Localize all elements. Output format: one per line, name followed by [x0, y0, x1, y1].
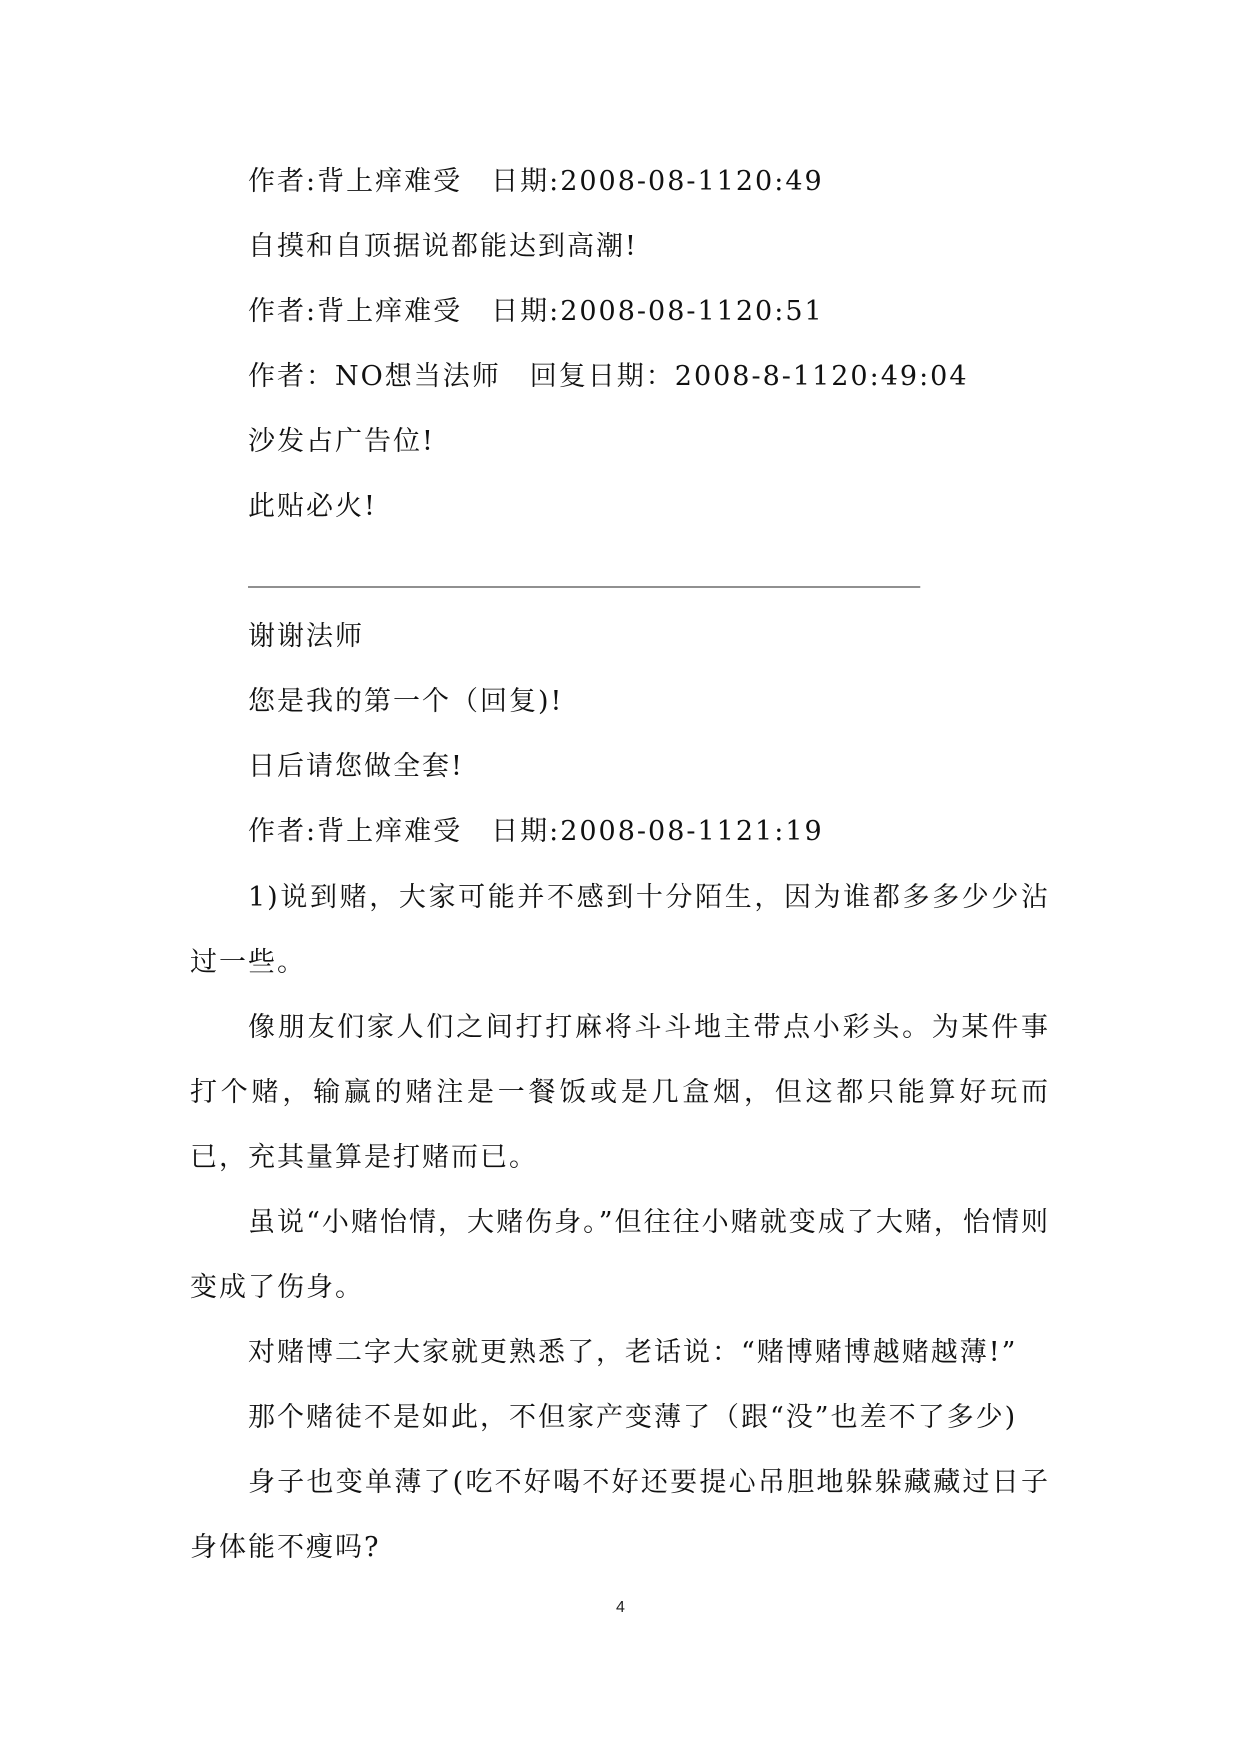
post-text-line: 谢谢法师: [248, 621, 364, 652]
body-paragraph: 虽说“小赌怡情，大赌伤身。”但往往小赌就变成了大赌，怡情则变成了伤身。: [190, 1207, 1050, 1303]
post-text-line: 您是我的第一个（回复)!: [248, 686, 564, 717]
page-number: 4: [616, 1599, 625, 1616]
body-paragraph: 1)说到赌，大家可能并不感到十分陌生，因为谁都多多少少沾过一些。: [190, 882, 1050, 978]
post-meta-line: 作者:背上痒难受 日期:2008-08-1120:51: [248, 296, 824, 327]
reply-meta-line: 作者：NO想当法师 回复日期：2008-8-1120:49:04: [248, 361, 969, 392]
body-paragraph: 那个赌徒不是如此，不但家产变薄了（跟“没”也差不了多少): [248, 1402, 1018, 1433]
body-paragraph: 对赌博二字大家就更熟悉了，老话说：“赌博赌博越赌越薄!”: [248, 1337, 1018, 1368]
post-text-line: 自摸和自顶据说都能达到高潮!: [248, 231, 638, 262]
post-meta-line: 作者:背上痒难受 日期:2008-08-1121:19: [248, 816, 824, 847]
post-text-line: 日后请您做全套!: [248, 751, 464, 782]
reply-text-line: 此贴必火!: [248, 491, 377, 522]
reply-text-line: 沙发占广告位!: [248, 426, 435, 457]
body-paragraph: 像朋友们家人们之间打打麻将斗斗地主带点小彩头。为某件事打个赌，输赢的赌注是一餐饭或是几盒烟，但这都只能算好玩而已，充其量算是打赌而已。: [190, 1012, 1050, 1173]
body-paragraph: 身子也变单薄了(吃不好喝不好还要提心吊胆地躲躲藏藏过日子身体能不瘦吗?: [190, 1467, 1050, 1563]
separator-line: ____________________________________________: [248, 557, 920, 588]
post-meta-line: 作者:背上痒难受 日期:2008-08-1120:49: [248, 166, 824, 197]
